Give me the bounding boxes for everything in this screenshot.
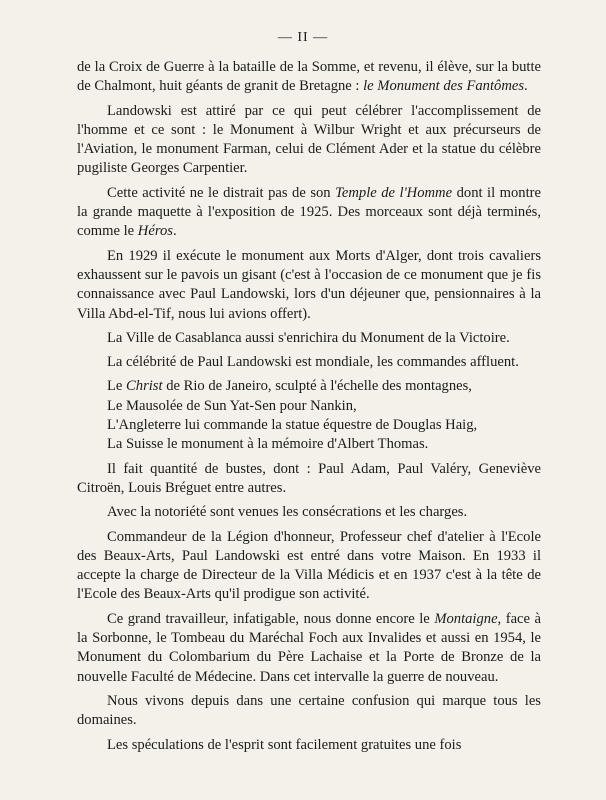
paragraph — [77, 460, 541, 499]
page-number: — II — — [277, 30, 329, 45]
italic-title: Héros — [137, 223, 173, 240]
paragraph — [77, 247, 541, 324]
text-run: La Ville de Casablanca aussi s'enrichira du Monument de la Victoire. — [107, 329, 510, 346]
text-run: L'Angleterre lui commande la statue équestre de Douglas Haig, — [107, 417, 478, 434]
text-run: Le — [107, 378, 127, 395]
paragraph — [77, 58, 541, 97]
text-run: dont il montre la grande maquette à l'exposition de 1925. Des morceaux sont déjà terminés, comme le — [77, 184, 541, 240]
text-run: En 1929 il exécute le monument aux Morts d'Alger, dont trois cavaliers exhaussent sur le pavois un gisant (c'est à l'occasion de ce monument que je fis connaissance avec Paul Landowski, lors d'un déjeuner que, pensionnaires à la Villa Abd-el-Tif, nous lui avions offert). — [77, 247, 541, 322]
paragraph — [77, 397, 541, 416]
paragraph — [77, 610, 541, 687]
paragraph — [77, 692, 541, 731]
text-run: Landowski est attiré par ce qui peut célébrer l'accomplissement de l'homme et ce sont : le Monument à Wilbur Wright et aux précurseurs de l'Aviation, le monument Farman, celui de Clément Ader et la statue du célèbre pugiliste Georges Carpentier. — [77, 102, 541, 177]
text-run: La Suisse le monument à la mémoire d'Albert Thomas. — [107, 436, 429, 453]
text-run: . — [524, 78, 528, 95]
paragraph — [77, 184, 541, 242]
paragraph — [77, 435, 541, 454]
text-run: Commandeur de la Légion d'honneur, Professeur chef d'atelier à l'Ecole des Beaux-Arts, Paul Landowski est entré dans votre Maison. En 1933 il accepte la charge de Directeur de la Villa Médicis et en 1937 c'est à la tête de l'Ecole des Beaux-Arts qu'il prodigue son activité. — [77, 528, 541, 603]
text-run: Le Mausolée de Sun Yat-Sen pour Nankin, — [107, 397, 357, 414]
italic-title: le Monument des Fantômes — [363, 78, 525, 95]
body-text — [77, 58, 541, 760]
text-run: . — [172, 223, 177, 240]
text-run: Avec la notoriété sont venues les consécrations et les charges. — [107, 504, 468, 521]
paragraph — [77, 528, 541, 605]
paragraph — [77, 416, 541, 435]
text-run: La célébrité de Paul Landowski est mondiale, les commandes affluent. — [107, 354, 519, 371]
text-run: Nous vivons depuis dans une certaine confusion qui marque tous les domaines. — [77, 692, 541, 729]
text-run: Les spéculations de l'esprit sont facilement gratuites une fois — [107, 736, 462, 753]
paragraph — [77, 736, 541, 755]
paragraph — [77, 353, 541, 372]
paragraph — [77, 102, 541, 179]
text-run: de Rio de Janeiro, sculpté à l'échelle des montagnes, — [162, 378, 472, 395]
paragraph — [77, 377, 541, 396]
text-run: Cette activité ne le distrait pas de son — [107, 184, 336, 201]
text-run: , face à la Sorbonne, le Tombeau du Maréchal Foch aux Invalides et aussi en 1954, le Monument du Colombarium du Père Lachaise et la Porte de Bronze de la nouvelle Faculté de Médecine. Dans cet intervalle la guerre de nouveau. — [77, 610, 541, 685]
paragraph — [77, 329, 541, 348]
paragraph — [77, 503, 541, 522]
italic-title: Montaigne — [434, 610, 498, 627]
text-run: Il fait quantité de bustes, dont : Paul Adam, Paul Valéry, Geneviève Citroën, Louis Bréguet entre autres. — [77, 460, 541, 496]
italic-title: Temple de l'Homme — [335, 184, 453, 201]
text-run: Ce grand travailleur, infatigable, nous donne encore le — [107, 610, 435, 627]
text-run: de la Croix de Guerre à la bataille de la Somme, et revenu, il élève, sur la butte de Chalmont, huit géants de granit de Bretagne : — [77, 59, 541, 95]
italic-title: Christ — [126, 378, 163, 395]
